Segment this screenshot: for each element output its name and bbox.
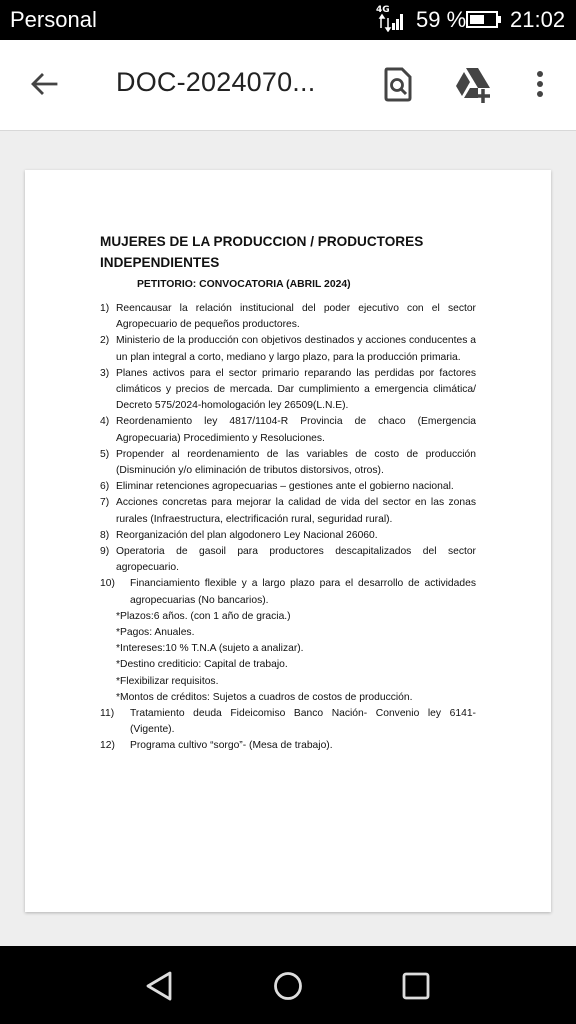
battery-icon — [466, 11, 498, 28]
item-text: Ministerio de la producción con objetivos destinados y acciones conducentes a un plan integral a corto, mediano y largo plazo, para la producción primaria. — [116, 335, 476, 363]
petition-list — [100, 301, 476, 609]
item-text: Tratamiento deuda Fideicomiso Banco Nación- Convenio ley 6141-(Vigente). — [130, 708, 476, 736]
item-number: 2) — [100, 335, 110, 347]
item-number: 10) — [100, 578, 115, 590]
item-text: Programa cultivo “sorgo”- (Mesa de trabajo). — [130, 740, 333, 752]
item-number: 9) — [100, 546, 110, 558]
document-title: DOC-2024070... — [116, 67, 316, 97]
list-item — [100, 544, 476, 576]
item-text: Reordenamiento ley 4817/1104-R Provincia de chaco (Emergencia Agropecuaria) Procedimiento y Resoluciones. — [116, 416, 476, 444]
item-text: Planes activos para el sector primario reparando las perdidas por factores climáticos y precios de mercada. Dar cumplimiento a emergencia climática/ Decreto 575/2024-homologación ley 26509(L.N.E). — [116, 367, 476, 412]
document-page[interactable] — [25, 170, 551, 912]
sub-item: *Destino crediticio: Capital de trabajo. — [116, 659, 288, 671]
list-item — [100, 738, 476, 754]
list-item — [100, 447, 476, 479]
document-subheading: PETITORIO: CONVOCATORIA (ABRIL 2024) — [137, 279, 351, 290]
sub-item: *Plazos:6 años. (con 1 año de gracia.) — [116, 610, 291, 622]
document-content — [100, 231, 476, 755]
app-bar — [0, 40, 576, 131]
sub-item: *Montos de créditos: Sujetos a cuadros de costos de producción. — [116, 691, 413, 703]
document-heading: MUJERES DE LA PRODUCCION / PRODUCTORES INDEPENDIENTES — [100, 234, 424, 270]
list-item — [100, 414, 476, 446]
clock: 21:02 — [510, 7, 566, 32]
back-arrow-icon[interactable] — [26, 66, 62, 102]
item-text: Propender al reordenamiento de las variables de costo de producción (Disminución y/o eliminación de tributos distorsivos, otros). — [116, 448, 476, 477]
nav-home-icon[interactable] — [270, 968, 306, 1004]
item-text: Operatoria de gasoil para productores descapitalizados del sector agropecuario. — [116, 546, 476, 574]
navigation-bar — [0, 946, 576, 1024]
item-text: Reorganización del plan algodonero Ley Nacional 26060. — [116, 529, 378, 541]
list-item — [100, 528, 476, 544]
sub-item: *Intereses:10 % T.N.A (sujeto a analizar). — [116, 643, 304, 655]
more-vert-icon[interactable] — [520, 64, 560, 104]
list-item — [100, 301, 476, 333]
signal-icon — [376, 6, 406, 37]
nav-back-icon[interactable] — [142, 968, 178, 1004]
battery-tip — [498, 16, 501, 23]
drive-add-icon[interactable] — [452, 64, 492, 104]
item-number: 5) — [100, 448, 110, 460]
list-item — [100, 333, 476, 365]
list-item — [100, 706, 476, 738]
item-number: 12) — [100, 740, 115, 752]
item-text: Reencausar la relación institucional del poder ejecutivo con el sector Agropecuario de pequeños productores. — [116, 303, 476, 331]
item-number: 11) — [100, 708, 115, 720]
item-number: 1) — [100, 303, 110, 314]
item-number: 8) — [100, 529, 110, 541]
battery-level-fill — [470, 15, 484, 24]
sub-item: *Pagos: Anuales. — [116, 627, 195, 639]
find-in-page-icon[interactable] — [378, 64, 418, 104]
item-text: Eliminar retenciones agropecuarias – gestiones ante el gobierno nacional. — [116, 481, 454, 493]
carrier-name: Personal — [10, 7, 97, 32]
battery-percent: 59 % — [416, 7, 467, 32]
sub-item: *Flexibilizar requisitos. — [116, 675, 219, 687]
item-number: 3) — [100, 367, 110, 379]
financing-details — [100, 609, 476, 706]
item-text: Financiamiento flexible y a largo plazo para el desarrollo de actividades agropecuarias (No bancarios). — [130, 578, 476, 606]
list-item — [100, 495, 476, 527]
item-number: 6) — [100, 481, 110, 493]
item-number: 4) — [100, 416, 110, 428]
nav-recents-icon[interactable] — [398, 968, 434, 1004]
list-item — [100, 576, 476, 608]
list-item — [100, 366, 476, 415]
list-item — [100, 479, 476, 495]
status-bar — [0, 0, 576, 40]
petition-list-continued — [100, 706, 476, 755]
item-number: 7) — [100, 497, 110, 509]
network-type: 4G — [376, 5, 390, 15]
item-text: Acciones concretas para mejorar la calidad de vida del sector en las zonas rurales (Infraestructura, electrificación rural, seguridad rural). — [116, 497, 476, 525]
